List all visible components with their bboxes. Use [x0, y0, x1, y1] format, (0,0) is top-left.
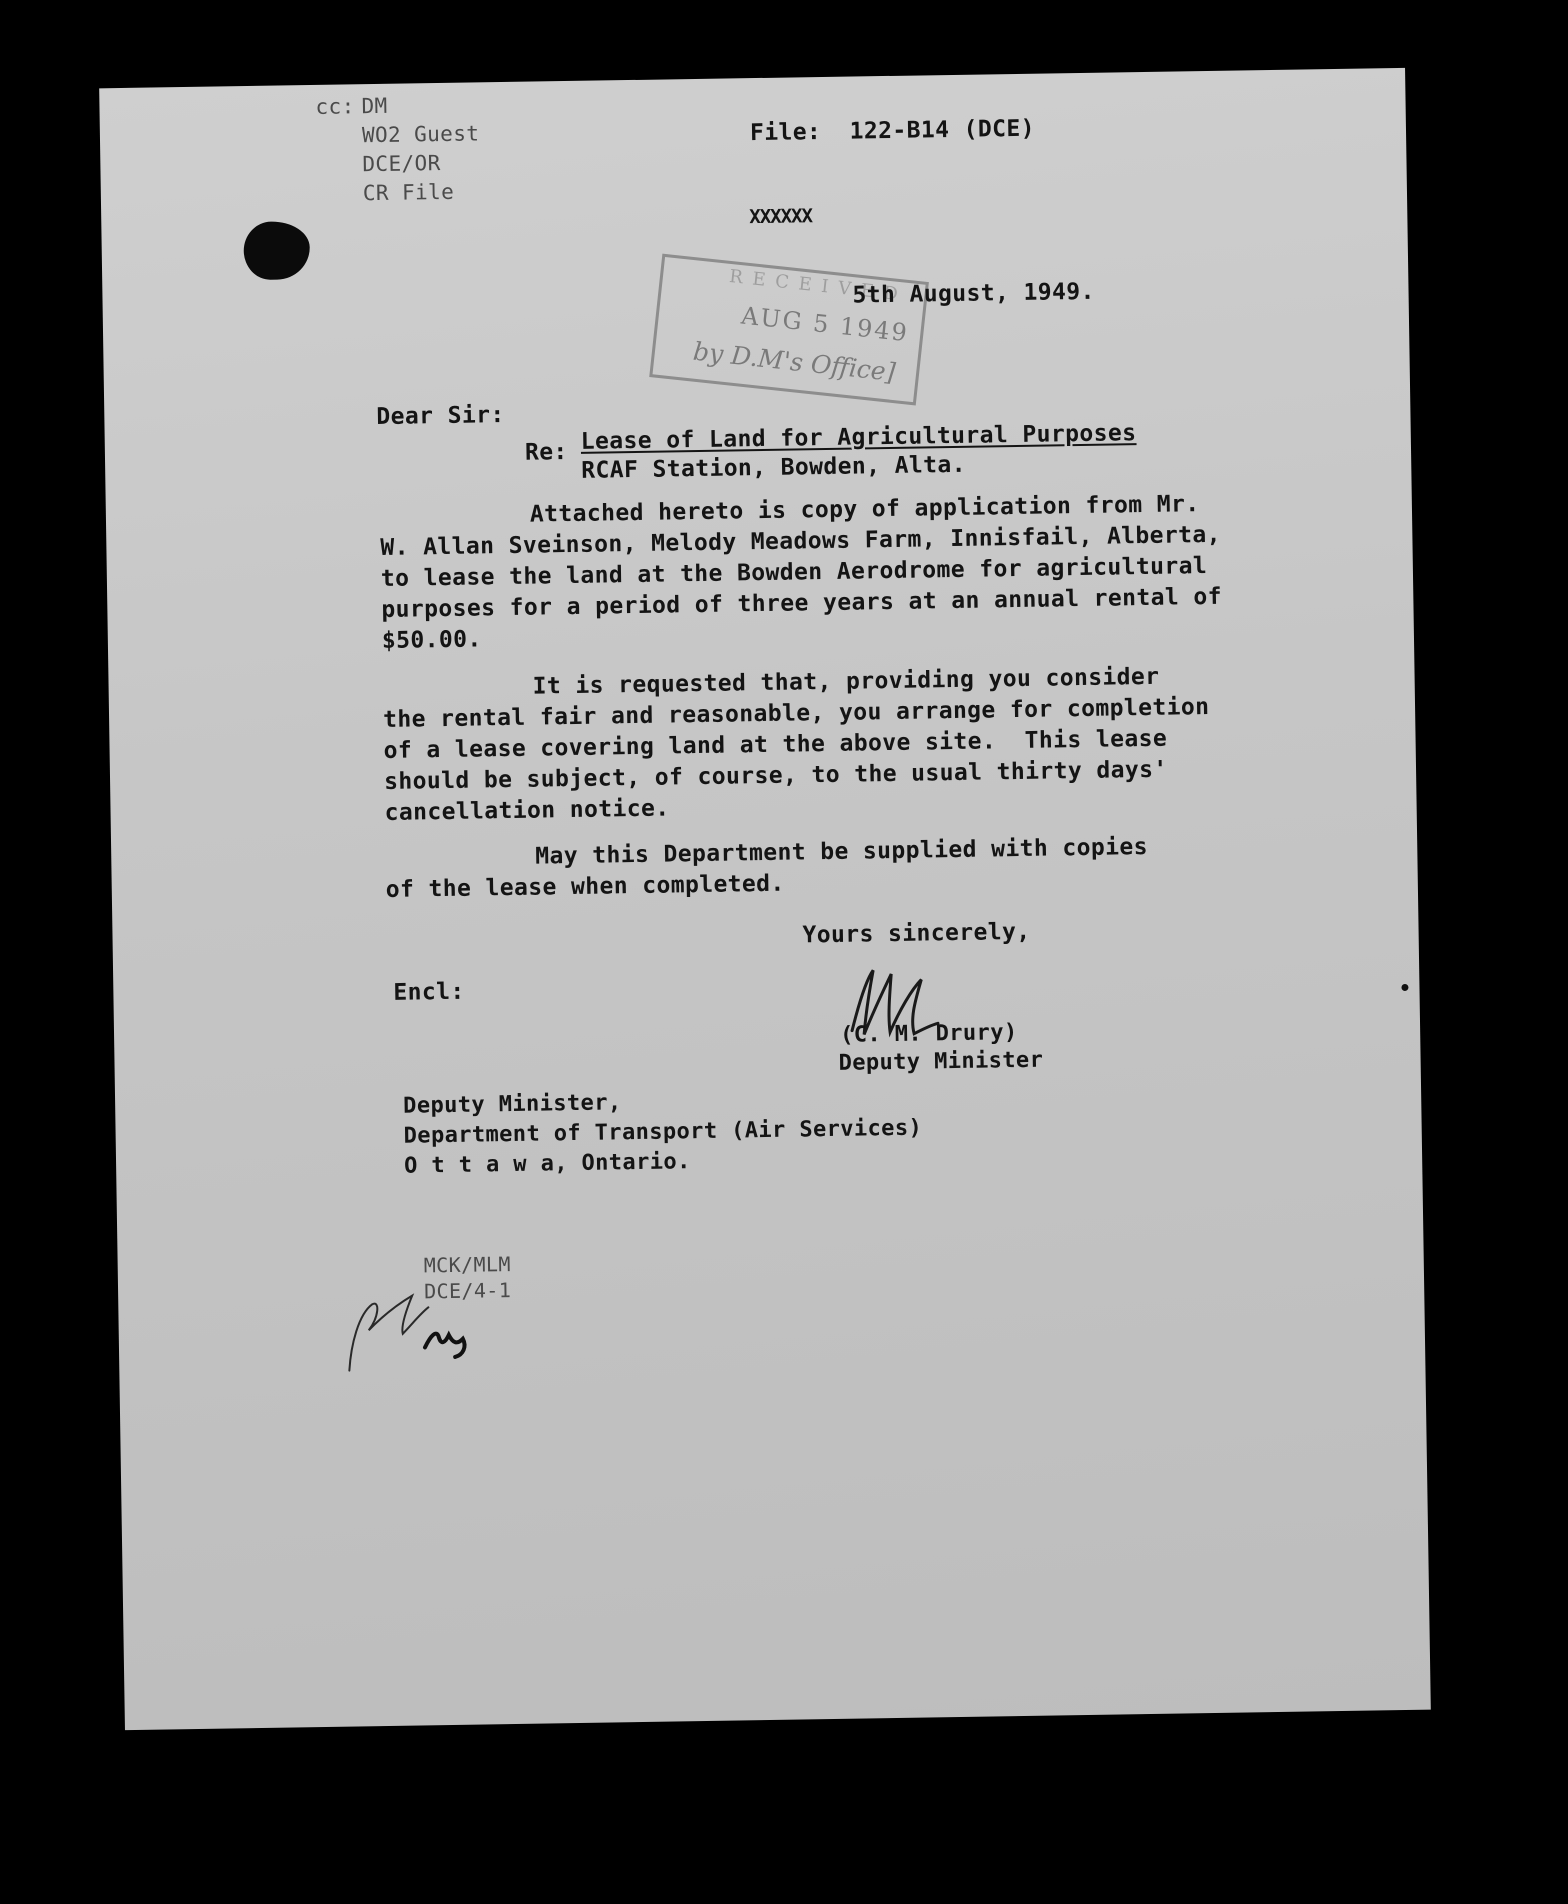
struck-classification-mark: XXXXXX: [749, 205, 813, 229]
subject-line: RCAF Station, Bowden, Alta.: [581, 451, 967, 484]
body-line: cancellation notice.: [384, 795, 670, 826]
body-line: purposes for a period of three years at an annual rental of: [381, 583, 1223, 623]
letter-date: 5th August, 1949.: [852, 278, 1095, 309]
cc-recipient: WO2 Guest: [361, 121, 480, 148]
cc-recipient: CR File: [362, 179, 455, 206]
addressee-line: O t t a w a, Ontario.: [403, 1149, 691, 1179]
subject-line: Lease of Land for Agricultural Purposes: [580, 420, 1137, 455]
reference-initials: DCE/4-1: [423, 1278, 512, 1304]
addressee-line: Department of Transport (Air Services): [403, 1115, 923, 1149]
reference-initials: MCK/MLM: [423, 1252, 511, 1278]
body-line: It is requested that, providing you consider: [532, 663, 1160, 700]
signatory-title: Deputy Minister: [838, 1047, 1044, 1076]
received-stamp: R E C E I V E D AUG 5 1949 by D.M's Office]: [649, 254, 929, 406]
stamp-date: AUG 5 1949: [739, 301, 911, 348]
body-line: should be subject, of course, to the usual thirty days': [383, 756, 1168, 795]
closing: Yours sincerely,: [802, 918, 1031, 949]
file-reference: File: 122-B14 (DCE): [749, 115, 1036, 147]
body-line: of the lease when completed.: [385, 870, 785, 903]
salutation: Dear Sir:: [376, 402, 505, 431]
body-line: May this Department be supplied with copies: [535, 833, 1149, 870]
body-line: Attached hereto is copy of application from Mr.: [529, 491, 1200, 528]
subject-prefix: Re:: [524, 439, 568, 466]
enclosure-label: Encl:: [393, 978, 465, 1006]
punch-hole: [243, 221, 310, 280]
cc-label: cc:: [315, 94, 355, 119]
letter-sheet: [99, 68, 1431, 1730]
body-line: $50.00.: [381, 626, 482, 654]
handwritten-initials: [328, 1272, 490, 1384]
ink-speck: [1401, 984, 1408, 991]
stamp-office: by D.M's Office]: [691, 336, 897, 388]
signatory-name: (C. M. Drury): [839, 1020, 1018, 1048]
body-line: the rental fair and reasonable, you arrange for completion: [382, 693, 1210, 733]
cc-recipient: DM: [361, 93, 388, 119]
cc-recipient: DCE/OR: [362, 151, 441, 177]
addressee-line: Deputy Minister,: [403, 1090, 622, 1119]
body-line: to lease the land at the Bowden Aerodrome for agricultural: [380, 553, 1208, 592]
body-line: of a lease covering land at the above site. This lease: [383, 725, 1168, 764]
body-line: W. Allan Sveinson, Melody Meadows Farm, Innisfail, Alberta,: [380, 521, 1222, 561]
